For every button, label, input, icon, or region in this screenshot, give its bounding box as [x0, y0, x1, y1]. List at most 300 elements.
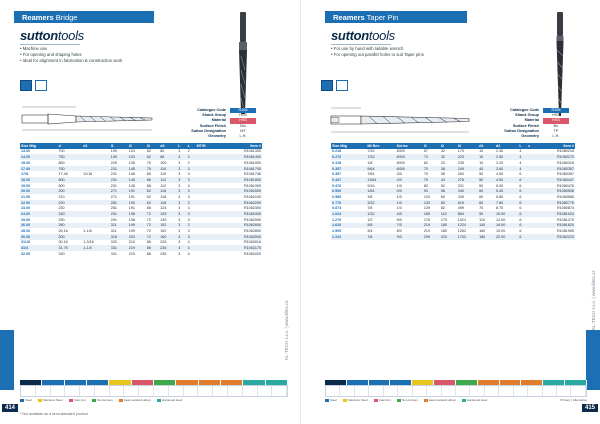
table-cell: 72 [146, 234, 159, 240]
table-cell: 17.00 [20, 166, 57, 172]
table-cell: 30.00 [20, 234, 57, 240]
right-header-bar [325, 11, 467, 23]
table-cell: 7.80 [495, 200, 518, 206]
table-cell: 4 [187, 245, 196, 251]
left-col-header: d [57, 143, 82, 149]
right-cat-label-1: Catalogue Code [510, 108, 539, 112]
table-cell: 3 [187, 177, 196, 183]
right-fb-cell-8 [478, 380, 500, 385]
table-cell: 281 [110, 206, 117, 211]
table-cell: 219 [128, 251, 135, 256]
table-cell: 23.00 [21, 206, 31, 211]
table-cell: 5.00 [496, 183, 504, 188]
table-cell: 60 [478, 188, 495, 194]
table-cell: 3/8 [367, 194, 373, 199]
table-cell: 0.357 [332, 172, 342, 177]
left-fb-cell-12 [266, 380, 288, 385]
right-brand-bold: sutton [331, 28, 369, 43]
table-cell: 9/64 [366, 166, 395, 172]
table-cell: 6 [518, 200, 527, 206]
table-cell: R1062800 [243, 229, 261, 234]
table-cell: 191 [128, 206, 135, 211]
table-cell: 3 [178, 194, 181, 199]
right-cat-value-4: Bri [553, 123, 559, 128]
table-cell: 50 [479, 172, 484, 177]
left-cat-value-2: HSS [239, 113, 247, 118]
table-cell: 75 [146, 160, 151, 165]
table-cell: 170 [440, 217, 447, 222]
right-side-tab [586, 330, 600, 390]
table-cell: 3 [187, 223, 196, 229]
table-cell: 750 [57, 166, 82, 172]
table-cell: R1062400 [220, 211, 262, 217]
right-col-header: Series [396, 143, 423, 149]
table-cell: 82 [423, 183, 428, 188]
left-bullets: • Machine use • For opening and shaping holes • Ideal for alignment in fabrication & construction work [20, 46, 123, 63]
left-cat-value-5: MT [240, 128, 246, 133]
table-cell: 176 [423, 217, 431, 222]
table-cell: 8/0 [396, 229, 402, 234]
table-cell: 231 [110, 183, 117, 188]
table-cell: 4 [518, 154, 527, 160]
left-footer-legend [20, 398, 288, 402]
table-cell: 291 [110, 217, 117, 222]
right-brand-light: tools [368, 28, 395, 43]
table-cell: 8/0/0 [396, 166, 423, 172]
left-fb-cell-10 [221, 380, 243, 385]
table-cell: R1080357 [535, 166, 575, 172]
table-cell: 0.776 [331, 200, 366, 206]
table-row [20, 251, 262, 257]
hand-use-icon [20, 80, 32, 91]
table-cell: 320 [110, 240, 117, 245]
left-fb-cell-7 [154, 380, 176, 385]
table-cell: 19.00 [496, 229, 506, 234]
table-cell: 60 [479, 194, 484, 199]
table-cell: 231 [110, 172, 117, 177]
table-cell: 1/2 [367, 217, 373, 222]
table-cell: 210 [58, 194, 65, 199]
table-cell: 3 [187, 194, 190, 199]
table-cell: R1080318 [556, 160, 574, 165]
table-cell: 3 [187, 234, 196, 240]
table-cell: 200 [57, 188, 82, 194]
table-cell: 3 [187, 166, 196, 172]
table-cell: 3 [178, 149, 181, 154]
table-cell: 124 [160, 206, 167, 211]
table-cell: 86 [146, 183, 151, 188]
table-cell: 230 [58, 206, 65, 211]
table-cell: 118 [159, 200, 177, 206]
table-cell: 86 [146, 177, 159, 183]
right-cat-label-5: Sutton Designation [504, 128, 539, 133]
table-cell: R1080585 [556, 194, 574, 199]
table-cell: 93 [423, 188, 440, 194]
table-cell: 86 [159, 154, 177, 160]
right-table-body [331, 149, 575, 240]
table-cell: 62 [146, 149, 151, 154]
table-cell: 139 [160, 217, 167, 222]
left-brand-light: tools [57, 28, 84, 43]
table-cell: 28.00 [21, 229, 31, 234]
right-cat-label-6: Geometry [521, 134, 539, 139]
table-cell: 4 [187, 251, 190, 256]
left-cat-label-5: Sutton Designation [191, 128, 226, 133]
table-cell: R1062300 [243, 206, 261, 211]
right-fb-cell-3 [369, 380, 391, 385]
table-cell: 6 [519, 194, 522, 199]
left-cat-label-6: Geometry [208, 134, 226, 139]
table-cell: 320 [58, 251, 65, 256]
table-cell: 291 [110, 211, 128, 217]
table-cell: 1/64 [366, 188, 395, 194]
table-cell: 231 [110, 166, 128, 172]
table-cell: 331 [110, 251, 117, 256]
table-cell: 4.00 [496, 172, 504, 177]
table-cell: 1/0 [396, 200, 423, 206]
table-cell: 6 [519, 183, 522, 188]
table-cell: 2.40 [496, 149, 504, 154]
table-cell: 80 [146, 172, 151, 177]
table-cell: 15.00 [21, 160, 31, 165]
table-cell: 229 [110, 160, 117, 165]
right-cat-value-3: HSS [543, 118, 569, 123]
table-cell: 8/0/0 [396, 154, 423, 160]
table-cell: 12.00 [496, 217, 506, 222]
right-col-header: L [518, 143, 527, 149]
table-cell: 300 [57, 234, 82, 240]
table-cell: 0.270 [331, 154, 366, 160]
table-cell: 2.223 [331, 234, 366, 240]
table-cell: 311 [110, 223, 128, 229]
left-col-header: L [177, 143, 186, 149]
left-fb-cell-4 [87, 380, 109, 385]
table-cell: 8/0/0 [396, 160, 405, 165]
table-cell: 0.447 [331, 177, 366, 183]
table-cell: 62 [146, 200, 159, 206]
table-cell: 321 [457, 183, 464, 188]
right-fb-cell-10 [521, 380, 543, 385]
table-cell: 10 [479, 149, 484, 154]
table-cell: 3 [177, 245, 186, 251]
left-bullet-3: Ideal for alignment in fabrication & construction work [22, 58, 123, 63]
table-cell: 160 [159, 234, 177, 240]
table-cell: 203 [128, 234, 146, 240]
table-cell: 66 [146, 206, 151, 211]
table-cell: 6 [519, 217, 522, 222]
table-cell: 1/0 [396, 194, 402, 199]
table-cell: 146 [128, 172, 135, 177]
table-cell: 198 [128, 217, 135, 222]
table-cell: 110 [440, 211, 457, 217]
table-cell: R1062600 [220, 223, 262, 229]
right-legend-4: Non-ferrous [401, 398, 418, 402]
table-cell: 5.40 [495, 188, 518, 194]
table-cell: 1.905 [332, 229, 342, 234]
table-cell [196, 251, 220, 257]
right-fb-cell-9 [500, 380, 522, 385]
table-cell: 17.46 [58, 172, 68, 177]
right-vertical-text: KL-TECH s.r.o. | www.kltec.cz [591, 270, 596, 330]
left-col-header: l1 [110, 143, 128, 149]
table-cell: R1063200 [243, 251, 261, 256]
right-footer-legend [325, 398, 587, 402]
table-cell: 1224 [457, 223, 478, 229]
table-cell: R1061700 [220, 166, 262, 172]
right-col-header: d2 [495, 143, 518, 149]
left-table-body [20, 149, 262, 257]
table-cell: 0.357 [331, 166, 366, 172]
right-page [300, 0, 600, 424]
table-cell: 80 [440, 200, 457, 206]
bridge-reamer-image [228, 10, 258, 118]
table-cell: 6 [518, 223, 527, 229]
table-cell: 3 [178, 217, 181, 222]
right-col-header: Item # [535, 143, 575, 149]
table-cell: 52 [440, 183, 445, 188]
table-cell: 62 [146, 154, 159, 160]
left-cat-value-4: Blu [240, 123, 246, 128]
table-cell: 3 [177, 166, 186, 172]
table-cell: R1081620 [535, 223, 575, 229]
table-cell: 31.75 [57, 245, 82, 251]
table-cell: 316 [110, 234, 128, 240]
left-page-number: 414 [2, 404, 18, 412]
table-cell: 43 [440, 177, 457, 183]
table-cell: 120 [423, 194, 431, 199]
table-cell: 118 [160, 194, 167, 199]
table-cell: 223 [457, 154, 478, 160]
right-col-header: l2 [440, 143, 457, 149]
table-cell: 1/0 [396, 206, 402, 211]
table-cell: 231 [110, 177, 128, 183]
table-cell: 10 [479, 160, 484, 165]
table-cell: 3 [177, 223, 186, 229]
table-cell: 160 [479, 229, 486, 234]
table-cell: 20.00 [20, 188, 57, 194]
right-col-header: Size Mtg [331, 143, 366, 149]
table-cell: 3 [187, 229, 190, 234]
table-cell: 263 [457, 172, 464, 177]
table-cell: 30.16 [58, 240, 68, 245]
table-cell: 3 [177, 188, 186, 194]
table-cell: 4 [519, 160, 522, 165]
table-cell: 50 [479, 183, 484, 188]
table-cell: 38 [440, 166, 457, 172]
table-cell: R1080506 [535, 188, 575, 194]
table-cell: 7/64 [367, 172, 375, 177]
table-cell: 3 [177, 234, 186, 240]
table-cell: 6 [519, 206, 522, 211]
table-cell: 3 [177, 177, 186, 183]
right-fb-cell-7 [456, 380, 478, 385]
table-cell: 60 [478, 200, 495, 206]
table-cell: 5/0 [396, 217, 402, 222]
table-cell: 226 [160, 240, 167, 245]
right-technical-drawing [329, 104, 479, 136]
table-cell: 1-1/4 [82, 245, 110, 251]
right-legend-3: Cast Iron [378, 398, 391, 402]
table-cell: 800 [58, 160, 65, 165]
table-cell: 0.318 [332, 160, 342, 165]
right-bullets: • For use by hand with tailable wrench • For opening out parallel holes to suit Taper pins [331, 46, 424, 57]
table-cell: 180 [440, 223, 457, 229]
table-cell: 80 [160, 149, 165, 154]
table-cell: 24.00 [20, 211, 57, 217]
table-cell: R1061500 [243, 160, 261, 165]
table-cell: 139 [159, 211, 177, 217]
table-cell: 750 [57, 154, 82, 160]
table-cell: 6 [518, 188, 527, 194]
left-legend-4: Non-ferrous [96, 398, 113, 402]
left-fb-cell-9 [199, 380, 221, 385]
table-cell: R1080270 [535, 154, 575, 160]
table-cell: 90 [478, 211, 495, 217]
table-cell: 118 [159, 188, 177, 194]
table-cell: 103 [128, 149, 135, 154]
left-col-header: Item # [220, 143, 262, 149]
right-col-header: Mt Bev [366, 143, 395, 149]
table-cell: 22.00 [495, 234, 518, 240]
table-cell: 1.620 [331, 223, 366, 229]
table-cell: 2/0 [396, 177, 423, 183]
right-col-header: l3 [457, 143, 478, 149]
table-cell: R1061746 [243, 172, 261, 177]
table-cell: 103 [128, 154, 146, 160]
left-cat-value-6: L.H. [239, 134, 247, 139]
table-cell: 26.16 [58, 229, 68, 234]
right-bullet-1: For use by hand with tailable wrench [333, 46, 404, 51]
table-cell: 1021 [457, 217, 467, 222]
table-cell: 8.70 [496, 206, 504, 211]
table-cell: 133 [423, 200, 440, 206]
table-cell: R1062000 [220, 188, 262, 194]
table-cell: R1080357 [556, 172, 574, 177]
right-page-number: 415 [582, 404, 598, 412]
table-cell: 190 [128, 200, 146, 206]
left-fb-cell-5 [109, 380, 131, 385]
left-side-tab [0, 330, 14, 390]
left-brand-bold: sutton [20, 28, 58, 43]
left-legend-5: Heat-resistant alloys [123, 398, 151, 402]
table-cell: 250 [58, 217, 65, 222]
table-cell: 271 [110, 194, 117, 199]
table-cell: 199 [110, 149, 117, 154]
left-header-bar [14, 11, 154, 23]
table-cell [527, 234, 535, 240]
left-header-product: Bridge [55, 13, 78, 22]
table-cell: 3 [187, 217, 190, 222]
table-cell: 281 [110, 200, 128, 206]
table-cell: 70 [479, 206, 484, 211]
table-cell: 519 [457, 200, 478, 206]
table-cell: 100 [160, 160, 167, 165]
table-cell: R1063016 [243, 240, 261, 245]
table-cell: 58 [440, 188, 457, 194]
left-col-header: MT/R [196, 143, 220, 149]
table-cell: 3 [187, 183, 190, 188]
table-cell: 79 [423, 177, 440, 183]
right-footer-note: Primary | Alternative [560, 398, 587, 402]
table-cell: 800 [57, 177, 82, 183]
left-vertical-text: KL-TECH s.r.o. | www.kltec.cz [284, 300, 289, 360]
right-brand-logo [331, 28, 395, 43]
table-cell: 112 [160, 183, 167, 188]
table-cell: 219 [423, 223, 440, 229]
table-cell: 3 [177, 154, 186, 160]
table-cell: 7/0 [396, 223, 423, 229]
table-cell: 3 [177, 200, 186, 206]
table-cell: 152 [160, 229, 167, 234]
left-fb-cell-2 [42, 380, 64, 385]
right-fb-cell-5 [412, 380, 434, 385]
table-cell: 191 [128, 188, 146, 194]
table-cell: R1063000 [220, 234, 262, 240]
table-cell: 140 [478, 223, 495, 229]
table-cell: 219 [128, 245, 146, 251]
table-cell: R1062200 [220, 200, 262, 206]
table-cell: 110 [479, 217, 485, 222]
table-cell: 145 [128, 166, 146, 172]
table-cell: 864 [457, 211, 478, 217]
table-cell: 6 [519, 229, 522, 234]
table-cell: 82 [440, 206, 445, 211]
right-brand-underline [331, 44, 391, 45]
table-cell: 198 [128, 211, 146, 217]
table-cell: 210 [128, 240, 135, 245]
table-cell: 33 [440, 160, 445, 165]
table-cell: R1061800 [220, 177, 262, 183]
right-col-header: d1 [478, 143, 495, 149]
table-cell: R1080874 [556, 206, 574, 211]
left-spec-icons [20, 80, 47, 91]
table-cell: 4 [518, 166, 527, 172]
table-row [331, 234, 575, 240]
table-cell: 299 [423, 234, 440, 240]
table-cell: 180 [478, 234, 495, 240]
right-fb-grid [325, 385, 587, 397]
left-col-header: z [187, 143, 196, 149]
table-cell: 72 [146, 223, 159, 229]
table-cell: 110 [159, 166, 177, 172]
table-cell: 180 [440, 229, 447, 234]
table-cell: 1-1/8 [83, 229, 92, 234]
right-header-product: Taper Pin [366, 13, 399, 22]
right-fb-cell-12 [565, 380, 587, 385]
table-cell: 86 [146, 240, 151, 245]
left-col-header: d1 [82, 143, 110, 149]
table-cell: R1080218 [556, 149, 574, 154]
table-cell: 3 [178, 240, 181, 245]
table-cell: R1081024 [535, 211, 575, 217]
table-cell: 62 [146, 194, 151, 199]
table-cell: 2 [187, 154, 196, 160]
table-cell: 4 [519, 149, 522, 154]
table-cell: 72 [146, 211, 159, 217]
table-cell: 2 [187, 149, 190, 154]
no-coolant-icon [336, 80, 348, 91]
left-cat-label-3: Material [211, 118, 226, 123]
table-cell: 3 [187, 172, 190, 177]
table-cell: 11/16 [83, 172, 93, 177]
right-fb-cell-4 [390, 380, 412, 385]
table-cell: 4 [187, 240, 190, 245]
table-cell: 72 [146, 229, 151, 234]
left-col-header: l3 [146, 143, 159, 149]
table-cell: 135 [128, 160, 135, 165]
table-cell: 0.585 [332, 194, 342, 199]
table-cell: 32.00 [21, 251, 31, 256]
